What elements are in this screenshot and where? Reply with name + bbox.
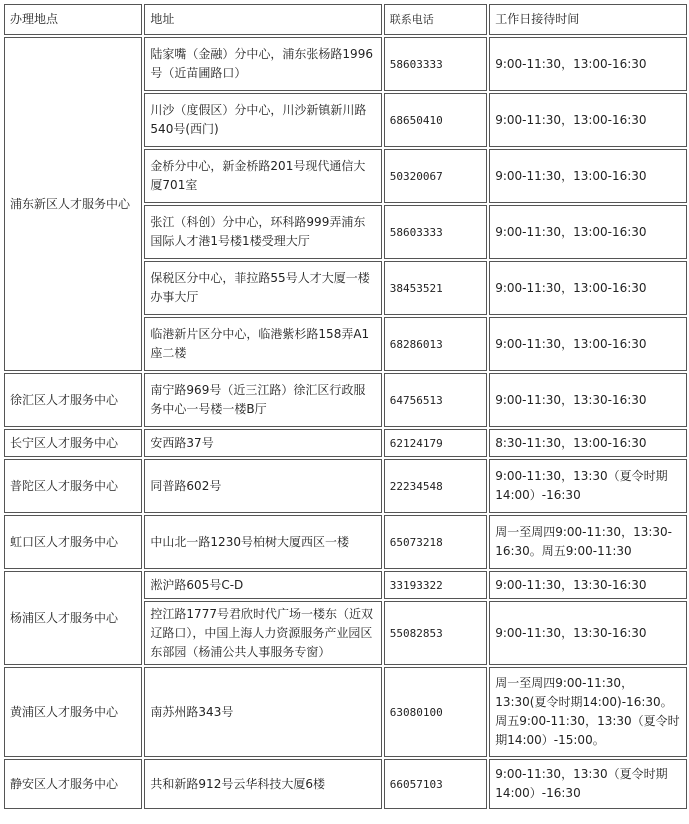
header-row xyxy=(4,4,687,35)
address-cell: 南宁路969号（近三江路）徐汇区行政服务中心一号楼一楼B厅 xyxy=(144,373,381,427)
table-row xyxy=(4,459,687,513)
address-cell: 张江（科创）分中心，环科路999弄浦东国际人才港1号楼1楼受理大厅 xyxy=(144,205,381,259)
table-row xyxy=(4,429,687,457)
header-address: 地址 xyxy=(144,4,381,35)
address-cell: 同普路602号 xyxy=(144,459,381,513)
phone-cell: 62124179 xyxy=(384,429,487,457)
location-cell: 浦东新区人才服务中心 xyxy=(4,37,142,371)
phone-cell: 38453521 xyxy=(384,261,487,315)
hours-cell: 9:00-11:30，13:30-16:30 xyxy=(489,601,687,665)
phone-cell: 65073218 xyxy=(384,515,487,569)
service-centers-table xyxy=(2,2,689,811)
hours-cell: 9:00-11:30，13:30-16:30 xyxy=(489,373,687,427)
location-cell: 长宁区人才服务中心 xyxy=(4,429,142,457)
header-location: 办理地点 xyxy=(4,4,142,35)
address-cell: 中山北一路1230号柏树大厦西区一楼 xyxy=(144,515,381,569)
phone-cell: 50320067 xyxy=(384,149,487,203)
location-cell: 徐汇区人才服务中心 xyxy=(4,373,142,427)
location-cell: 黄浦区人才服务中心 xyxy=(4,667,142,757)
hours-cell: 9:00-11:30，13:00-16:30 xyxy=(489,205,687,259)
phone-cell: 68286013 xyxy=(384,317,487,371)
hours-cell: 9:00-11:30，13:30（夏令时期14:00）-16:30 xyxy=(489,759,687,809)
table-row xyxy=(4,571,687,599)
phone-cell: 63080100 xyxy=(384,667,487,757)
hours-cell: 9:00-11:30，13:30-16:30 xyxy=(489,571,687,599)
location-cell: 虹口区人才服务中心 xyxy=(4,515,142,569)
address-cell: 共和新路912号云华科技大厦6楼 xyxy=(144,759,381,809)
hours-cell: 8:30-11:30，13:00-16:30 xyxy=(489,429,687,457)
address-cell: 临港新片区分中心，临港紫杉路158弄A1座二楼 xyxy=(144,317,381,371)
table-row xyxy=(4,37,687,91)
phone-cell: 55082853 xyxy=(384,601,487,665)
table-row xyxy=(4,759,687,809)
hours-cell: 9:00-11:30，13:00-16:30 xyxy=(489,261,687,315)
address-cell: 陆家嘴（金融）分中心，浦东张杨路1996号（近苗圃路口） xyxy=(144,37,381,91)
location-cell: 杨浦区人才服务中心 xyxy=(4,571,142,665)
hours-cell: 周一至周四9:00-11:30，13:30(夏令时期14:00)-16:30。周五9:00-11:30，13:30（夏令时期14:00）-15:00。 xyxy=(489,667,687,757)
phone-cell: 58603333 xyxy=(384,37,487,91)
table-row xyxy=(4,373,687,427)
location-cell: 静安区人才服务中心 xyxy=(4,759,142,809)
hours-cell: 9:00-11:30，13:00-16:30 xyxy=(489,37,687,91)
address-cell: 金桥分中心，新金桥路201号现代通信大厦701室 xyxy=(144,149,381,203)
address-cell: 保税区分中心，菲拉路55号人才大厦一楼办事大厅 xyxy=(144,261,381,315)
address-cell: 淞沪路605号C-D xyxy=(144,571,381,599)
hours-cell: 9:00-11:30，13:30（夏令时期14:00）-16:30 xyxy=(489,459,687,513)
phone-cell: 64756513 xyxy=(384,373,487,427)
hours-cell: 周一至周四9:00-11:30，13:30-16:30。周五9:00-11:30 xyxy=(489,515,687,569)
address-cell: 南苏州路343号 xyxy=(144,667,381,757)
phone-cell: 58603333 xyxy=(384,205,487,259)
table-row xyxy=(4,515,687,569)
header-hours: 工作日接待时间 xyxy=(489,4,687,35)
hours-cell: 9:00-11:30，13:00-16:30 xyxy=(489,317,687,371)
phone-cell: 22234548 xyxy=(384,459,487,513)
phone-cell: 66057103 xyxy=(384,759,487,809)
table-row xyxy=(4,667,687,757)
location-cell: 普陀区人才服务中心 xyxy=(4,459,142,513)
address-cell: 控江路1777号君欣时代广场一楼东（近双辽路口），中国上海人力资源服务产业园区东部园（杨浦公共人事服务专窗） xyxy=(144,601,381,665)
hours-cell: 9:00-11:30，13:00-16:30 xyxy=(489,93,687,147)
hours-cell: 9:00-11:30，13:00-16:30 xyxy=(489,149,687,203)
phone-cell: 33193322 xyxy=(384,571,487,599)
header-phone: 联系电话 xyxy=(384,4,487,35)
address-cell: 川沙（度假区）分中心，川沙新镇新川路540号(西门) xyxy=(144,93,381,147)
phone-cell: 68650410 xyxy=(384,93,487,147)
address-cell: 安西路37号 xyxy=(144,429,381,457)
